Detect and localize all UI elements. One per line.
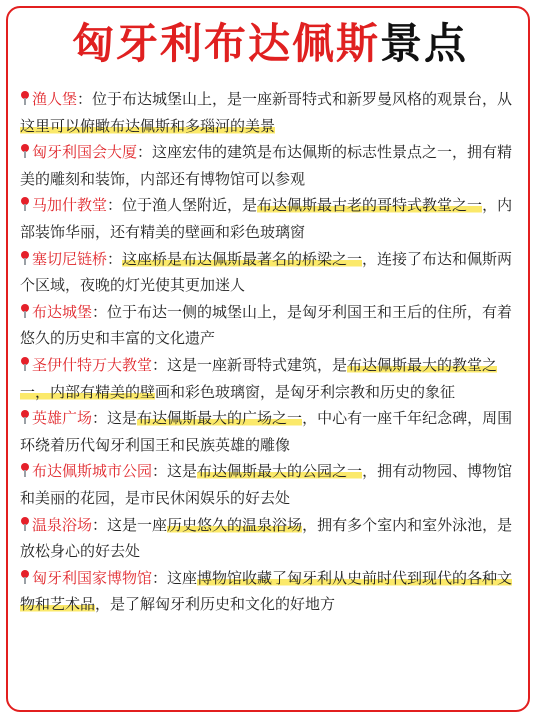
list-item [20, 512, 520, 565]
highlighted-text: 布达佩斯最大的教堂之一，内部有精美的壁 [20, 355, 498, 401]
list-item [20, 86, 520, 139]
location-pin-icon [20, 357, 30, 371]
attraction-name: 匈牙利国家博物馆 [32, 568, 153, 587]
highlighted-text: 布达佩斯最大的公园之一 [197, 462, 363, 481]
attraction-name: 温泉浴场 [32, 515, 93, 534]
location-pin-icon [20, 410, 30, 424]
description: 位于布达城堡山上，是一座新哥特式和新罗曼风格的观景台，从 [92, 90, 513, 108]
attraction-name: 马加什教堂 [32, 196, 108, 215]
description: 这是一座新哥特式建筑，是 [167, 355, 348, 374]
description-tail: ，中心有一座千年纪念碑，周围环绕着历代匈牙利国王和民族英雄的雕像 [20, 409, 513, 454]
description: 这座宏伟的建筑是布达佩斯的标志性景点之一，拥有精美的雕刻和装饰，内部还有博物馆可以参观 [20, 143, 513, 188]
attraction-name: 英雄广场 [32, 409, 93, 428]
list-item [20, 405, 520, 458]
attraction-name: 匈牙利国会大厦 [32, 143, 138, 162]
description: 这是一座 [107, 515, 168, 534]
separator: ： [152, 355, 168, 374]
description-tail: ，是了解匈牙利历史和文化的好地方 [95, 595, 336, 614]
separator: ： [92, 302, 108, 321]
separator: ： [92, 515, 108, 534]
list-item [20, 192, 520, 245]
description: 这座 [167, 568, 198, 587]
highlighted-text: 博物馆收藏了匈牙利从史前时代到现代的各种文物和艺术品 [20, 568, 513, 614]
list-item [20, 458, 520, 511]
attraction-name: 塞切尼链桥 [32, 249, 108, 268]
attraction-name: 圣伊什特万大教堂 [32, 355, 153, 374]
attraction-name: 布达佩斯城市公园 [32, 462, 153, 481]
location-pin-icon [20, 197, 30, 211]
separator: ： [77, 90, 93, 108]
description-tail: ，内部装饰华丽，还有精美的壁画和彩色玻璃窗 [20, 196, 513, 241]
separator: ： [152, 568, 168, 587]
separator: ： [107, 249, 123, 268]
highlighted-text: 历史悠久的温泉浴场 [167, 515, 303, 534]
location-pin-icon [20, 144, 30, 158]
highlighted-text: 这里可以俯瞰布达佩斯和多瑙河的美景 [20, 116, 276, 135]
location-pin-icon [20, 304, 30, 318]
page-title [0, 18, 540, 70]
location-pin-icon [20, 91, 30, 105]
description-tail: ，连接了布达和佩斯两个区域，夜晚的灯光使其更加迷人 [20, 249, 513, 295]
list-item [20, 139, 520, 192]
description: 位于布达一侧的城堡山上，是匈牙利国王和王后的住所，有着悠久的历史和丰富的文化遗产 [20, 302, 513, 348]
highlighted-text: 这座桥是布达佩斯最著名的桥梁之一 [122, 249, 363, 268]
location-pin-icon [20, 463, 30, 477]
description: 这是 [107, 409, 138, 428]
highlighted-text: 布达佩斯最大的广场之一 [137, 409, 303, 428]
separator: ： [107, 196, 123, 215]
description-tail: ，拥有多个室内和室外泳池，是放松身心的好去处 [20, 515, 513, 561]
attraction-name: 渔人堡 [32, 90, 78, 108]
list-item [20, 246, 520, 299]
separator: ： [92, 409, 108, 428]
attraction-name: 布达城堡 [32, 302, 93, 321]
description-tail: 画和彩色玻璃窗，是匈牙利宗教和历史的象征 [155, 382, 456, 401]
separator: ： [152, 462, 168, 481]
list-item [20, 352, 520, 405]
attractions-list [20, 86, 520, 618]
description: 位于渔人堡附近，是 [122, 196, 258, 215]
location-pin-icon [20, 517, 30, 531]
separator: ： [137, 143, 153, 162]
location-pin-icon [20, 570, 30, 584]
list-item [20, 299, 520, 352]
highlighted-text: 布达佩斯最古老的哥特式教堂之一 [257, 196, 483, 215]
title-red-part: 匈牙利布达佩斯 [71, 19, 380, 68]
description-tail: ，拥有动物园、博物馆和美丽的花园，是市民休闲娱乐的好去处 [20, 462, 513, 507]
description: 这是 [167, 462, 198, 481]
list-item [20, 565, 520, 618]
location-pin-icon [20, 251, 30, 265]
title-black-part: 景点 [380, 19, 469, 68]
